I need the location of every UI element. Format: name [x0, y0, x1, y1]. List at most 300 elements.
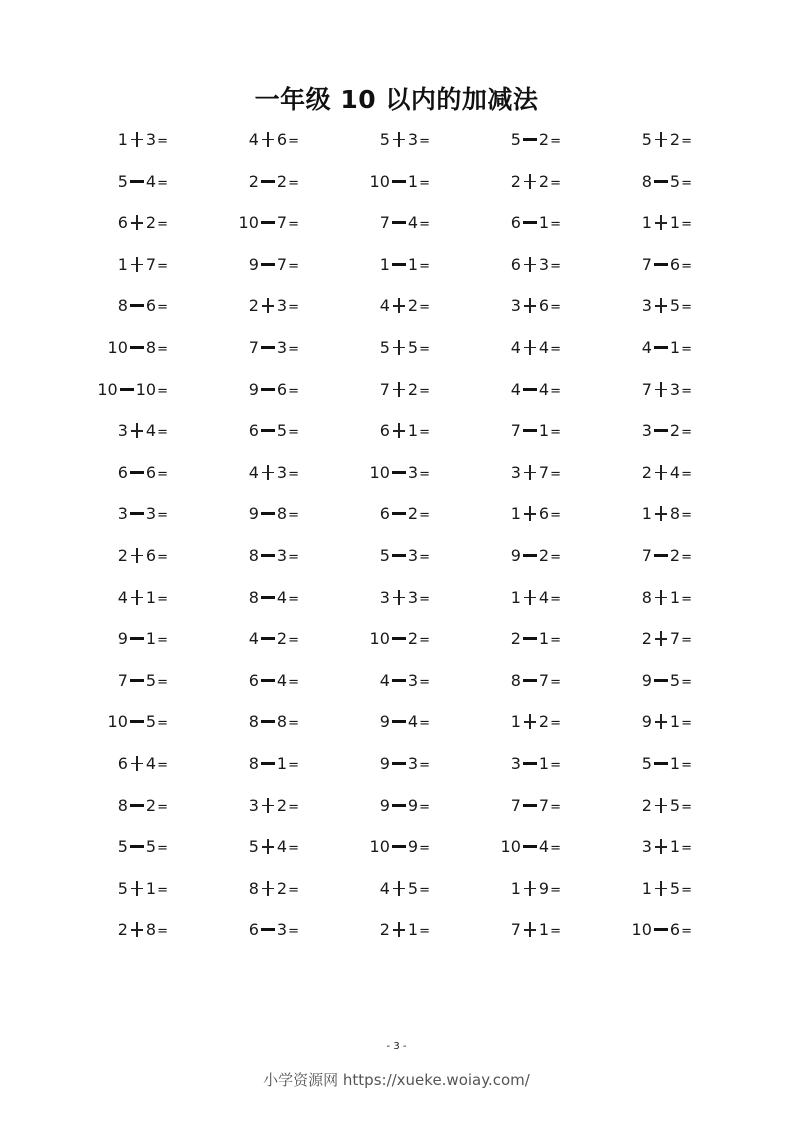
math-problem — [451, 710, 561, 734]
plus-sign-icon — [390, 419, 408, 443]
minus-sign-icon — [521, 669, 539, 693]
plus-sign-icon — [521, 461, 539, 485]
minus-sign-icon — [259, 502, 277, 526]
operand-a: 8 — [641, 171, 652, 191]
math-problem — [320, 336, 430, 360]
operand-a: 1 — [510, 878, 521, 898]
operand-b: 1 — [669, 837, 681, 857]
operand-b: 6 — [276, 130, 288, 149]
minus-sign-icon — [521, 752, 539, 776]
operand-a: 5 — [379, 338, 390, 357]
plus-sign-icon — [128, 211, 146, 235]
minus-sign-icon — [652, 253, 670, 277]
equals-sign: = — [157, 342, 168, 357]
minus-sign-icon — [652, 918, 670, 942]
equals-sign: = — [419, 882, 430, 898]
math-problem — [189, 752, 299, 776]
equals-sign: = — [288, 924, 299, 940]
operand-b: 5 — [145, 837, 157, 857]
equals-sign: = — [681, 508, 692, 524]
equals-sign: = — [288, 134, 299, 149]
equals-sign: = — [419, 217, 430, 233]
operand-b: 2 — [538, 546, 550, 565]
operand-b: 8 — [145, 338, 157, 357]
equals-sign: = — [681, 716, 692, 732]
math-problem — [189, 544, 299, 568]
operand-a: 7 — [510, 920, 521, 940]
operand-a: 6 — [117, 754, 128, 773]
operand-a: 7 — [641, 254, 652, 274]
minus-sign-icon — [521, 835, 539, 859]
math-problem — [582, 419, 692, 443]
equals-sign: = — [681, 258, 692, 274]
operand-a: 9 — [379, 754, 390, 773]
plus-sign-icon — [652, 502, 670, 526]
operand-a: 9 — [248, 379, 259, 399]
operand-b: 6 — [145, 546, 157, 565]
operand-a: 2 — [248, 296, 259, 316]
minus-sign-icon — [652, 419, 670, 443]
math-problem — [189, 627, 299, 651]
math-problem — [58, 627, 168, 651]
math-problem — [320, 918, 430, 942]
math-problem — [189, 128, 299, 152]
equals-sign: = — [288, 550, 299, 565]
math-problem — [320, 128, 430, 152]
equals-sign: = — [288, 591, 299, 607]
equals-sign: = — [419, 758, 430, 773]
operand-a: 5 — [117, 837, 128, 857]
equals-sign: = — [157, 591, 168, 607]
plus-sign-icon — [128, 419, 146, 443]
operand-b: 9 — [407, 837, 419, 857]
operand-b: 2 — [538, 130, 550, 149]
operand-b: 2 — [276, 878, 288, 898]
operand-b: 3 — [276, 920, 288, 940]
minus-sign-icon — [652, 669, 670, 693]
equals-sign: = — [157, 508, 168, 524]
math-problem — [58, 128, 168, 152]
equals-sign: = — [288, 716, 299, 732]
plus-sign-icon — [390, 918, 408, 942]
math-problem — [58, 918, 168, 942]
operand-b: 3 — [669, 379, 681, 399]
math-problem — [451, 794, 561, 818]
operand-b: 2 — [407, 296, 419, 316]
equals-sign: = — [681, 217, 692, 233]
operand-a: 4 — [248, 462, 259, 482]
math-problem — [189, 378, 299, 402]
operand-b: 1 — [145, 587, 157, 607]
operand-a: 7 — [248, 338, 259, 357]
equals-sign: = — [419, 466, 430, 482]
operand-a: 10 — [107, 712, 128, 732]
operand-a: 6 — [248, 670, 259, 690]
plus-sign-icon — [259, 835, 277, 859]
minus-sign-icon — [390, 752, 408, 776]
equals-sign: = — [419, 591, 430, 607]
operand-b: 4 — [538, 379, 550, 399]
math-problem — [582, 253, 692, 277]
operand-a: 10 — [500, 837, 521, 857]
operand-a: 2 — [248, 171, 259, 191]
plus-sign-icon — [652, 627, 670, 651]
minus-sign-icon — [259, 669, 277, 693]
operand-a: 3 — [379, 587, 390, 607]
operand-b: 3 — [407, 130, 419, 149]
operand-a: 4 — [248, 629, 259, 649]
operand-b: 6 — [276, 379, 288, 399]
plus-sign-icon — [128, 752, 146, 776]
minus-sign-icon — [259, 544, 277, 568]
equals-sign: = — [681, 425, 692, 441]
equals-sign: = — [288, 342, 299, 357]
math-problem — [320, 752, 430, 776]
operand-a: 3 — [641, 296, 652, 316]
operand-b: 3 — [538, 254, 550, 274]
minus-sign-icon — [521, 627, 539, 651]
plus-sign-icon — [390, 378, 408, 402]
operand-a: 4 — [510, 338, 521, 357]
math-problem — [451, 461, 561, 485]
operand-b: 1 — [669, 213, 681, 233]
operand-b: 3 — [407, 670, 419, 690]
operand-b: 2 — [407, 379, 419, 399]
equals-sign: = — [681, 134, 692, 149]
operand-b: 1 — [145, 878, 157, 898]
equals-sign: = — [419, 258, 430, 274]
equals-sign: = — [157, 550, 168, 565]
math-problem — [189, 877, 299, 901]
minus-sign-icon — [259, 586, 277, 610]
minus-sign-icon — [390, 170, 408, 194]
math-problem — [320, 378, 430, 402]
equals-sign: = — [288, 633, 299, 649]
math-problem — [58, 294, 168, 318]
operand-a: 1 — [641, 878, 652, 898]
plus-sign-icon — [128, 128, 146, 152]
operand-b: 3 — [407, 587, 419, 607]
equals-sign: = — [550, 508, 561, 524]
operand-b: 4 — [276, 670, 288, 690]
plus-sign-icon — [259, 461, 277, 485]
minus-sign-icon — [128, 294, 146, 318]
equals-sign: = — [550, 134, 561, 149]
operand-b: 5 — [145, 670, 157, 690]
equals-sign: = — [681, 342, 692, 357]
math-problem — [451, 211, 561, 235]
equals-sign: = — [288, 674, 299, 690]
math-problem — [58, 752, 168, 776]
equals-sign: = — [288, 882, 299, 898]
equals-sign: = — [681, 591, 692, 607]
operand-b: 2 — [669, 421, 681, 441]
operand-a: 6 — [379, 421, 390, 441]
operand-a: 5 — [248, 837, 259, 857]
equals-sign: = — [157, 882, 168, 898]
operand-a: 8 — [248, 587, 259, 607]
minus-sign-icon — [259, 752, 277, 776]
operand-b: 4 — [145, 754, 157, 773]
equals-sign: = — [681, 550, 692, 565]
operand-a: 4 — [641, 338, 652, 357]
math-problem — [451, 669, 561, 693]
equals-sign: = — [681, 300, 692, 316]
math-problem — [189, 586, 299, 610]
operand-b: 1 — [538, 629, 550, 649]
plus-sign-icon — [259, 128, 277, 152]
operand-a: 8 — [248, 546, 259, 565]
operand-a: 1 — [510, 712, 521, 732]
equals-sign: = — [419, 300, 430, 316]
operand-b: 4 — [538, 587, 550, 607]
operand-a: 6 — [510, 254, 521, 274]
equals-sign: = — [419, 425, 430, 441]
operand-b: 7 — [145, 254, 157, 274]
operand-b: 3 — [145, 130, 157, 149]
math-problem — [58, 419, 168, 443]
minus-sign-icon — [390, 502, 408, 526]
equals-sign: = — [288, 383, 299, 399]
operand-a: 2 — [641, 795, 652, 815]
math-problem — [320, 502, 430, 526]
minus-sign-icon — [128, 461, 146, 485]
equals-sign: = — [157, 758, 168, 773]
minus-sign-icon — [390, 835, 408, 859]
operand-a: 3 — [641, 421, 652, 441]
plus-sign-icon — [652, 586, 670, 610]
math-problem — [320, 586, 430, 610]
math-problem — [189, 710, 299, 734]
operand-b: 3 — [407, 754, 419, 773]
equals-sign: = — [419, 716, 430, 732]
math-problem — [58, 877, 168, 901]
operand-b: 9 — [407, 795, 419, 815]
equals-sign: = — [288, 258, 299, 274]
minus-sign-icon — [128, 502, 146, 526]
math-problem — [189, 502, 299, 526]
minus-sign-icon — [390, 253, 408, 277]
operand-a: 8 — [117, 296, 128, 316]
operand-b: 6 — [669, 920, 681, 940]
math-problem — [58, 170, 168, 194]
operand-a: 10 — [97, 379, 118, 399]
minus-sign-icon — [521, 544, 539, 568]
equals-sign: = — [288, 841, 299, 857]
page-number: - 3 - — [386, 1041, 407, 1052]
minus-sign-icon — [652, 336, 670, 360]
operand-b: 1 — [538, 920, 550, 940]
operand-b: 6 — [538, 296, 550, 316]
operand-a: 9 — [379, 712, 390, 732]
plus-sign-icon — [390, 294, 408, 318]
plus-sign-icon — [521, 170, 539, 194]
math-problem — [58, 835, 168, 859]
operand-a: 1 — [117, 254, 128, 274]
math-problem — [582, 877, 692, 901]
operand-a: 4 — [379, 296, 390, 316]
operand-b: 6 — [669, 254, 681, 274]
operand-a: 1 — [641, 213, 652, 233]
operand-a: 9 — [248, 504, 259, 524]
operand-b: 1 — [407, 254, 419, 274]
equals-sign: = — [288, 175, 299, 191]
operand-b: 5 — [669, 795, 681, 815]
operand-a: 8 — [510, 670, 521, 690]
operand-b: 5 — [276, 421, 288, 441]
math-problem — [58, 669, 168, 693]
operand-b: 8 — [276, 712, 288, 732]
operand-b: 4 — [669, 462, 681, 482]
math-problem — [189, 211, 299, 235]
math-problem — [582, 170, 692, 194]
operand-a: 4 — [379, 878, 390, 898]
plus-sign-icon — [390, 586, 408, 610]
minus-sign-icon — [259, 627, 277, 651]
operand-b: 6 — [538, 504, 550, 524]
math-problem — [58, 586, 168, 610]
equals-sign: = — [681, 674, 692, 690]
math-problem — [58, 502, 168, 526]
math-problem — [320, 211, 430, 235]
plus-sign-icon — [652, 835, 670, 859]
operand-b: 7 — [276, 213, 288, 233]
plus-sign-icon — [390, 877, 408, 901]
operand-b: 4 — [145, 171, 157, 191]
plus-sign-icon — [390, 336, 408, 360]
minus-sign-icon — [259, 336, 277, 360]
equals-sign: = — [419, 841, 430, 857]
equals-sign: = — [550, 882, 561, 898]
operand-a: 6 — [117, 462, 128, 482]
operand-b: 6 — [145, 296, 157, 316]
operand-b: 7 — [538, 462, 550, 482]
operand-a: 8 — [248, 878, 259, 898]
operand-a: 10 — [369, 837, 390, 857]
operand-a: 9 — [379, 795, 390, 815]
equals-sign: = — [157, 258, 168, 274]
operand-b: 1 — [669, 712, 681, 732]
math-problem — [582, 918, 692, 942]
plus-sign-icon — [652, 211, 670, 235]
equals-sign: = — [288, 466, 299, 482]
operand-b: 5 — [669, 171, 681, 191]
math-problem — [58, 336, 168, 360]
operand-b: 2 — [276, 171, 288, 191]
operand-a: 5 — [117, 171, 128, 191]
math-problem — [451, 627, 561, 651]
plus-sign-icon — [652, 378, 670, 402]
minus-sign-icon — [259, 378, 277, 402]
operand-b: 2 — [538, 712, 550, 732]
minus-sign-icon — [128, 627, 146, 651]
footer-watermark: 小学资源网 https://xueke.woiay.com/ — [263, 1071, 530, 1089]
operand-b: 1 — [538, 754, 550, 773]
operand-a: 7 — [379, 379, 390, 399]
math-problem — [189, 669, 299, 693]
operand-b: 10 — [135, 379, 157, 399]
equals-sign: = — [288, 217, 299, 233]
minus-sign-icon — [521, 419, 539, 443]
math-problem — [189, 294, 299, 318]
equals-sign: = — [157, 841, 168, 857]
plus-sign-icon — [521, 253, 539, 277]
math-problem — [451, 918, 561, 942]
equals-sign: = — [157, 175, 168, 191]
equals-sign: = — [550, 799, 561, 815]
equals-sign: = — [681, 758, 692, 773]
operand-a: 6 — [248, 421, 259, 441]
operand-b: 2 — [145, 795, 157, 815]
plus-sign-icon — [652, 877, 670, 901]
minus-sign-icon — [128, 835, 146, 859]
equals-sign: = — [419, 134, 430, 149]
minus-sign-icon — [128, 669, 146, 693]
operand-a: 3 — [510, 754, 521, 773]
minus-sign-icon — [259, 918, 277, 942]
equals-sign: = — [419, 674, 430, 690]
operand-a: 5 — [117, 878, 128, 898]
math-problem — [320, 294, 430, 318]
minus-sign-icon — [521, 128, 539, 152]
math-problem — [320, 627, 430, 651]
operand-b: 8 — [145, 920, 157, 940]
equals-sign: = — [288, 758, 299, 773]
equals-sign: = — [550, 633, 561, 649]
equals-sign: = — [550, 758, 561, 773]
operand-b: 4 — [276, 837, 288, 857]
math-problem — [189, 794, 299, 818]
operand-b: 5 — [669, 878, 681, 898]
operand-a: 2 — [641, 462, 652, 482]
operand-a: 7 — [510, 421, 521, 441]
minus-sign-icon — [652, 752, 670, 776]
equals-sign: = — [681, 799, 692, 815]
operand-b: 1 — [145, 629, 157, 649]
minus-sign-icon — [390, 710, 408, 734]
minus-sign-icon — [128, 336, 146, 360]
operand-b: 4 — [407, 712, 419, 732]
operand-a: 2 — [379, 920, 390, 940]
math-problem — [582, 128, 692, 152]
math-problem — [320, 253, 430, 277]
plus-sign-icon — [128, 918, 146, 942]
operand-a: 8 — [248, 712, 259, 732]
equals-sign: = — [550, 466, 561, 482]
operand-a: 9 — [641, 670, 652, 690]
operand-b: 1 — [538, 421, 550, 441]
equals-sign: = — [157, 924, 168, 940]
equals-sign: = — [681, 633, 692, 649]
operand-a: 3 — [117, 421, 128, 441]
math-problem — [189, 419, 299, 443]
minus-sign-icon — [259, 211, 277, 235]
math-problem — [582, 710, 692, 734]
minus-sign-icon — [259, 419, 277, 443]
equals-sign: = — [419, 550, 430, 565]
equals-sign: = — [681, 383, 692, 399]
operand-b: 2 — [145, 213, 157, 233]
equals-sign: = — [681, 924, 692, 940]
operand-b: 1 — [669, 754, 681, 773]
operand-b: 3 — [276, 546, 288, 565]
operand-b: 1 — [538, 213, 550, 233]
math-problem — [451, 253, 561, 277]
operand-b: 3 — [407, 546, 419, 565]
operand-a: 9 — [510, 546, 521, 565]
operand-b: 1 — [669, 338, 681, 357]
operand-a: 7 — [641, 379, 652, 399]
